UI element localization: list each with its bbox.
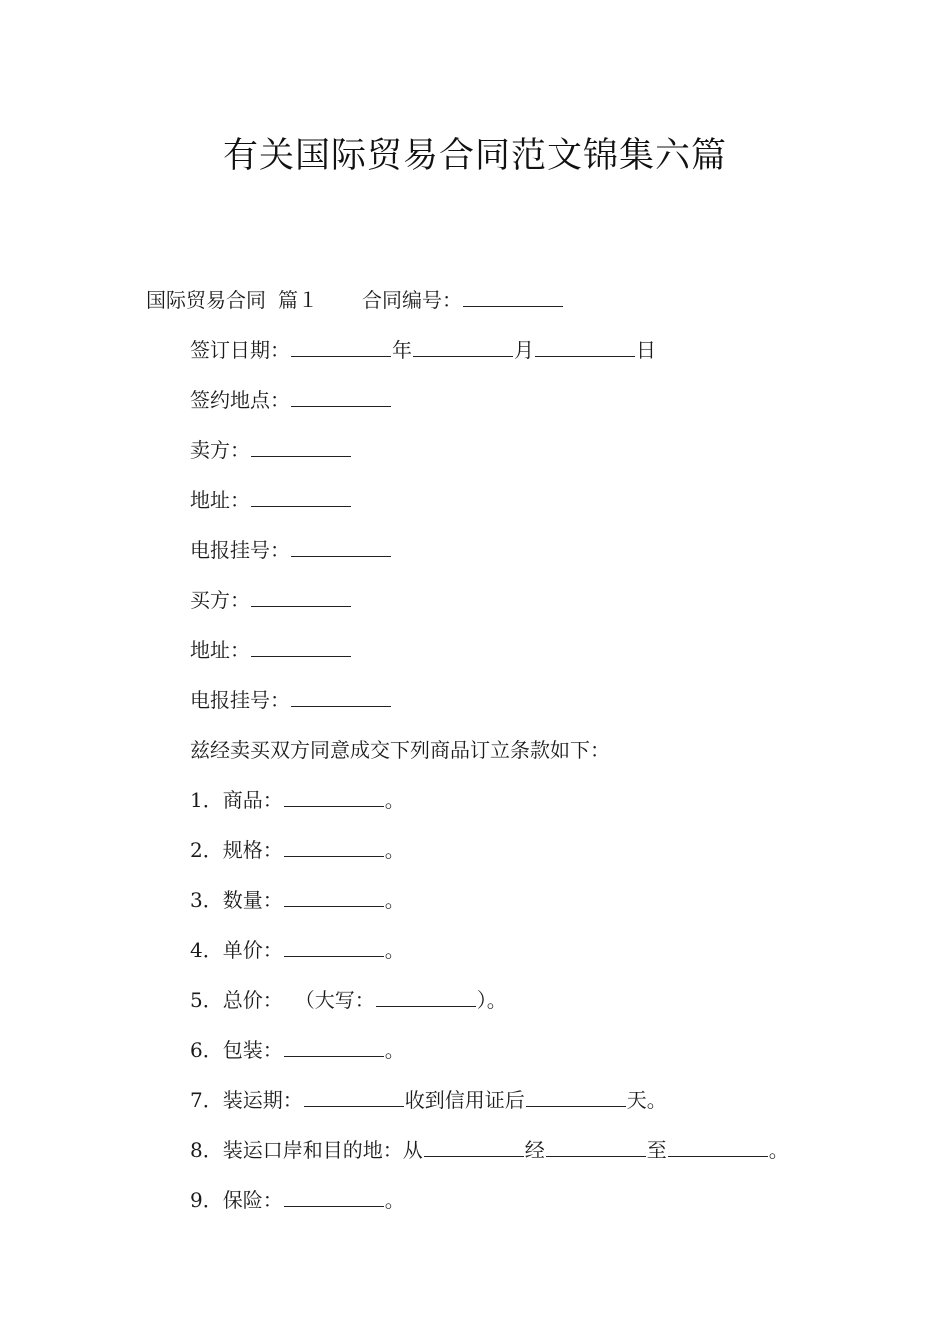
clause-4 xyxy=(190,936,405,964)
clause-5 xyxy=(190,986,507,1014)
part-label: 篇１ xyxy=(278,288,318,312)
seller-address-label: 地址： xyxy=(190,488,250,512)
clause-number: 9． xyxy=(190,1188,223,1212)
clause-end: 。 xyxy=(384,1038,405,1062)
seller-cable-label: 电报挂号： xyxy=(190,538,290,562)
clause-2 xyxy=(190,836,405,864)
seller-address-blank[interactable] xyxy=(251,486,351,507)
sign-date-label: 签订日期： xyxy=(190,338,290,362)
packing-blank[interactable] xyxy=(284,1036,384,1057)
contract-no-label: 合同编号： xyxy=(362,288,462,312)
day-label: 日 xyxy=(636,338,656,362)
sign-place-blank[interactable] xyxy=(291,386,391,407)
clause-number: 4． xyxy=(190,938,223,962)
clause-end: 。 xyxy=(384,1188,405,1212)
document-title: 有关国际贸易合同范文锦集六篇 xyxy=(222,136,727,176)
goods-blank[interactable] xyxy=(284,786,384,807)
clause-label: 包装： xyxy=(222,1038,283,1062)
seller-line xyxy=(190,436,352,464)
clause-number: 5． xyxy=(190,988,223,1012)
buyer-address-line xyxy=(190,636,352,664)
clause-label: 单价： xyxy=(222,938,283,962)
clause-number: 2． xyxy=(190,838,223,862)
clause-end: 。 xyxy=(384,938,405,962)
clause-end: 。 xyxy=(384,888,405,912)
buyer-cable-label: 电报挂号： xyxy=(190,688,290,712)
sign-date-line xyxy=(190,336,656,364)
clause-number: 6． xyxy=(190,1038,223,1062)
clause-3 xyxy=(190,886,405,914)
clause-number: 1． xyxy=(190,788,223,812)
insurance-blank[interactable] xyxy=(284,1186,384,1207)
month-label: 月 xyxy=(514,338,534,362)
month-blank[interactable] xyxy=(413,336,513,357)
clause-8 xyxy=(190,1136,789,1164)
clause-label: 保险： xyxy=(222,1188,283,1212)
clause-label: 规格： xyxy=(222,838,283,862)
buyer-address-label: 地址： xyxy=(190,638,250,662)
header-line xyxy=(146,286,564,314)
clause-via: 经 xyxy=(524,1138,545,1162)
intro-line: 兹经卖买双方同意成交下列商品订立条款如下： xyxy=(190,738,610,762)
buyer-blank[interactable] xyxy=(251,586,351,607)
days-blank[interactable] xyxy=(526,1086,626,1107)
sign-place-line xyxy=(190,386,392,414)
seller-blank[interactable] xyxy=(251,436,351,457)
seller-address-line xyxy=(190,486,352,514)
clause-to: 至 xyxy=(646,1138,667,1162)
unit-price-blank[interactable] xyxy=(284,936,384,957)
section-label: 国际贸易合同 xyxy=(146,288,266,312)
clause-1 xyxy=(190,786,405,814)
clause-open: （大写： xyxy=(294,988,375,1012)
clause-label: 装运期： xyxy=(222,1088,303,1112)
contract-no-blank[interactable] xyxy=(463,286,563,307)
clause-number: 3． xyxy=(190,888,223,912)
sign-place-label: 签约地点： xyxy=(190,388,290,412)
port-to-blank[interactable] xyxy=(668,1136,768,1157)
spec-blank[interactable] xyxy=(284,836,384,857)
seller-label: 卖方： xyxy=(190,438,250,462)
buyer-line xyxy=(190,586,352,614)
buyer-label: 买方： xyxy=(190,588,250,612)
buyer-cable-blank[interactable] xyxy=(291,686,391,707)
seller-cable-line xyxy=(190,536,392,564)
clause-end: 。 xyxy=(384,788,405,812)
total-price-blank[interactable] xyxy=(376,986,476,1007)
clause-number: 7． xyxy=(190,1088,223,1112)
day-blank[interactable] xyxy=(535,336,635,357)
buyer-address-blank[interactable] xyxy=(251,636,351,657)
clause-end: 。 xyxy=(768,1138,789,1162)
clause-label: 装运口岸和目的地：从 xyxy=(222,1138,423,1162)
shipment-blank[interactable] xyxy=(304,1086,404,1107)
year-label: 年 xyxy=(392,338,412,362)
buyer-cable-line xyxy=(190,686,392,714)
year-blank[interactable] xyxy=(291,336,391,357)
clause-label: 商品： xyxy=(222,788,283,812)
clause-9 xyxy=(190,1186,405,1214)
quantity-blank[interactable] xyxy=(284,886,384,907)
clause-label: 数量： xyxy=(222,888,283,912)
port-via-blank[interactable] xyxy=(546,1136,646,1157)
clause-end: 。 xyxy=(384,838,405,862)
clause-end: ）。 xyxy=(476,988,507,1012)
clause-mid: 收到信用证后 xyxy=(404,1088,525,1112)
clause-7 xyxy=(190,1086,667,1114)
clause-label: 总价： xyxy=(222,988,283,1012)
seller-cable-blank[interactable] xyxy=(291,536,391,557)
clause-6 xyxy=(190,1036,405,1064)
clause-number: 8． xyxy=(190,1138,223,1162)
port-from-blank[interactable] xyxy=(424,1136,524,1157)
clause-end: 天。 xyxy=(626,1088,667,1112)
